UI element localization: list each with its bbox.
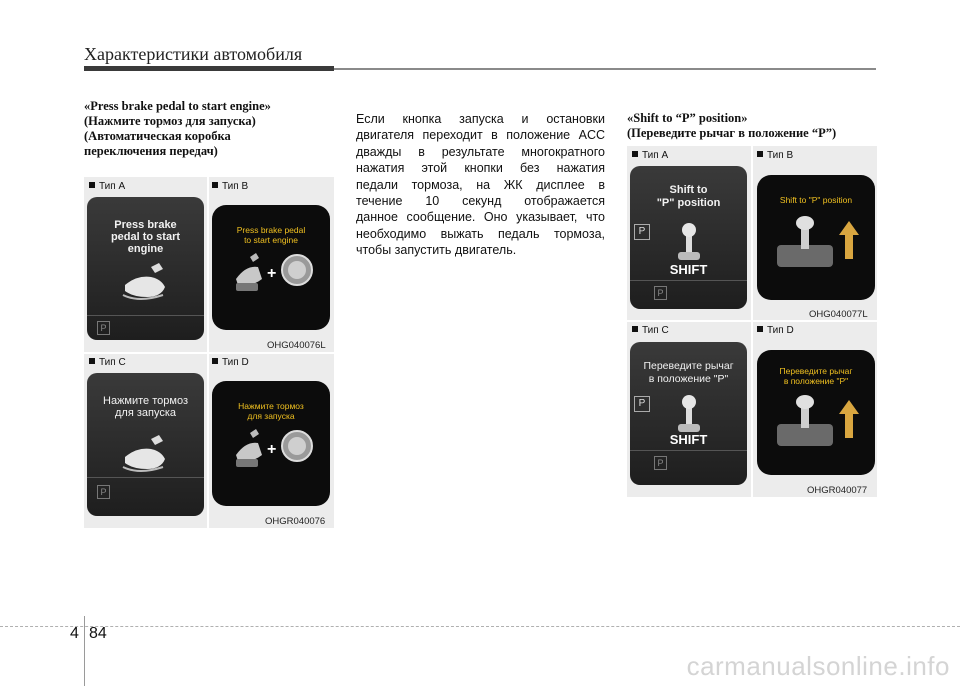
label-text: Тип A	[642, 150, 669, 161]
screen-message-line: Shift to	[669, 184, 708, 196]
foot-on-pedal-icon	[121, 261, 171, 307]
foot-on-pedal-icon	[230, 425, 266, 469]
body-line: педали тормоза, на ЖК дисплее в	[356, 177, 605, 192]
label-text: Тип C	[642, 325, 669, 336]
label-text: Тип A	[99, 181, 126, 192]
cluster-screen-type-a	[630, 166, 747, 309]
figure-code: OHGR040077	[807, 485, 868, 496]
left-caption-line: (Автоматическая коробка	[84, 129, 231, 143]
left-caption-line: переключения передач)	[84, 144, 218, 158]
header-rule-dark	[84, 66, 334, 71]
plus-sign: +	[267, 441, 277, 458]
cluster-screen-type-c	[630, 342, 747, 485]
foot-on-pedal-icon	[230, 249, 266, 293]
figure-code: OHG040076L	[267, 340, 326, 351]
gear-shift-lever-icon	[773, 215, 859, 271]
left-figure-divider	[84, 352, 334, 354]
cluster-screen-type-d	[212, 381, 330, 506]
foot-on-pedal-icon	[121, 433, 171, 479]
right-figure-divider	[627, 320, 877, 322]
right-caption-line: (Переведите рычаг в положение “P”)	[627, 126, 837, 140]
body-line: Если кнопка запуска и остановки	[356, 112, 605, 126]
screen-message-line: Нажмите тормоз	[103, 395, 188, 407]
page-header-title: Характеристики автомобиля	[84, 44, 303, 64]
park-indicator: P	[634, 224, 650, 240]
screen-message	[630, 184, 747, 210]
park-indicator: P	[654, 456, 667, 470]
screen-message	[630, 360, 747, 386]
gear-shift-lever-icon	[674, 222, 704, 262]
cluster-screen-type-b	[212, 205, 330, 330]
body-line: двигателя переходит в положение ACC	[356, 128, 605, 143]
screen-message-line: в положение "P"	[648, 373, 729, 385]
gear-shift-lever-icon	[674, 394, 704, 434]
watermark-text: carmanualsonline.info	[686, 651, 950, 681]
figure-code: OHGR040076	[265, 516, 326, 527]
cluster-screen-type-b	[757, 175, 875, 300]
screen-message-line: pedal to start	[110, 231, 181, 243]
label-text: Тип B	[222, 181, 249, 192]
screen-message-line: to start engine	[244, 235, 298, 245]
right-caption	[627, 111, 887, 141]
footer-divider	[84, 616, 85, 686]
body-paragraph	[356, 111, 605, 259]
park-indicator: P	[634, 396, 650, 412]
screen-message-line: Переведите рычаг	[643, 360, 734, 372]
body-line: дважды в результате многократного	[356, 144, 605, 159]
figure-code: OHG040077L	[809, 309, 868, 320]
screen-message	[87, 219, 204, 255]
footer-rule	[0, 626, 960, 628]
label-text: Тип B	[767, 150, 794, 161]
park-indicator: P	[654, 286, 667, 300]
label-text: Тип C	[99, 357, 126, 368]
label-type-d	[212, 357, 249, 368]
screen-message-line: для запуска	[114, 407, 176, 419]
right-caption-line: «Shift to “P” position»	[627, 111, 748, 125]
screen-message	[212, 401, 330, 421]
page-number: 84	[89, 625, 107, 642]
label-type-a	[89, 181, 125, 192]
left-caption	[84, 99, 344, 159]
screen-message	[87, 395, 204, 419]
screen-message-line: Нажмите тормоз	[238, 401, 304, 411]
screen-message: Shift to "P" position	[779, 195, 853, 205]
screen-message	[757, 366, 875, 386]
label-text: Тип D	[767, 325, 794, 336]
body-line: необходимо выжать педаль тормоза,	[356, 226, 605, 241]
shift-label: SHIFT	[669, 432, 708, 447]
label-text: Тип D	[222, 357, 249, 368]
cluster-screen-type-d	[757, 350, 875, 475]
screen-message	[212, 225, 330, 245]
park-indicator: P	[97, 485, 110, 499]
left-caption-line: «Press brake pedal to start engine»	[84, 99, 271, 113]
screen-message-line: для запуска	[247, 411, 295, 421]
body-line: течение 10 секунд отображается	[356, 194, 605, 209]
body-line: данное сообщение. Оно указывает, что	[356, 210, 605, 225]
screen-message-line: Press brake	[114, 219, 177, 231]
label-type-d	[757, 325, 794, 336]
screen-message-line: в положение "P"	[783, 376, 849, 386]
body-line: чтобы запустить двигатель.	[356, 243, 517, 258]
header-rule-light	[334, 68, 876, 70]
label-type-c	[632, 325, 669, 336]
screen-message-line: engine	[127, 243, 164, 255]
plus-sign: +	[267, 265, 277, 282]
cluster-screen-type-a	[87, 197, 204, 340]
left-caption-line: (Нажмите тормоз для запуска)	[84, 114, 256, 128]
screen-message-line: Переведите рычаг	[779, 366, 853, 376]
screen-message-line: Press brake pedal	[236, 225, 306, 235]
screen-message-line: "P" position	[656, 197, 721, 209]
start-button-icon	[280, 253, 314, 287]
chapter-number: 4	[70, 625, 79, 642]
gear-shift-lever-icon	[773, 394, 859, 450]
body-line: нажатия этой кнопки без нажатия	[356, 161, 605, 176]
shift-label: SHIFT	[669, 262, 708, 277]
cluster-screen-type-c	[87, 373, 204, 516]
label-type-b	[212, 181, 248, 192]
park-indicator: P	[97, 321, 110, 335]
label-type-c	[89, 357, 126, 368]
label-type-b	[757, 150, 793, 161]
start-button-icon	[280, 429, 314, 463]
label-type-a	[632, 150, 668, 161]
